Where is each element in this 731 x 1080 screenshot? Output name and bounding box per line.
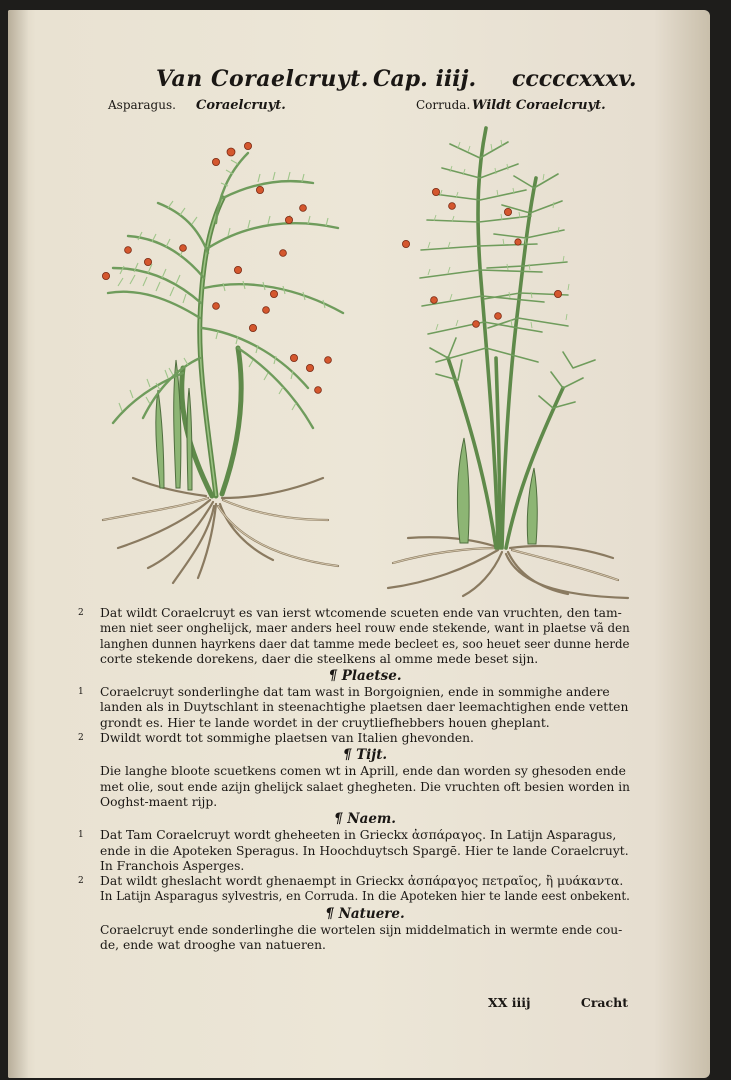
left-spears: [156, 360, 192, 490]
right-fronds: [420, 142, 595, 408]
text-line: corte stekende dorekens, daer die steelkens al omme mede beset sijn.: [100, 651, 539, 666]
text-line: grondt es. Hier te lande wordet in der cruytliefhebbers houen gheplant.: [100, 715, 550, 730]
signature-mark: XX iiij: [488, 995, 531, 1010]
section-heading-natuere: ¶ Natuere.: [325, 905, 405, 922]
section-heading-plaetse: ¶ Plaetse.: [328, 668, 402, 685]
text-line: Coraelcruyt sonderlinghe dat tam wast in Borgoignien, ende in sommighe andere: [100, 685, 610, 700]
catchword: Cracht: [580, 995, 628, 1010]
running-head-chapter: Cap. iiij.: [373, 66, 477, 92]
paragraph-plaetse-1: [78, 685, 630, 731]
caption-left-dutch: Coraelcruyt.: [196, 98, 286, 113]
text-line: ende in die Apoteken Speragus. In Hoochduytsch Spargē. Hier te lande Coraelcruyt.: [100, 843, 629, 858]
text-line: Dat wildt gheslacht wordt ghenaempt in Grieckx ἀσπάραγος πετραῖος, ἢ μυάκαντα.: [100, 874, 624, 889]
running-head-folio: cccccxxxv.: [512, 66, 637, 92]
paragraph-naem-2: [78, 874, 630, 905]
text-line: langhen dunnen hayrkens daer dat tamme mede becleet es, soo heuet seer dunne herde: [100, 636, 630, 651]
left-foliage: [108, 153, 343, 428]
paragraph-natuere: [100, 923, 630, 954]
text-line: Die langhe bloote scuetkens comen wt in Aprill, ende dan worden sy ghesoden ende: [100, 764, 626, 779]
margin-number: 2: [78, 608, 84, 618]
section-heading-tijt: ¶ Tijt.: [342, 747, 388, 764]
text-line: In Franchois Asperges.: [100, 858, 245, 873]
text-line: landen als in Duytschlant in steenachtighe plaetsen daer leemachtighen ende vetten: [100, 700, 629, 715]
margin-number: 1: [78, 687, 84, 698]
paragraph-tijt: [100, 764, 630, 810]
text-line: Coraelcruyt ende sonderlinghe die wortelen sijn middelmatich in wermte ende cou-: [100, 922, 623, 937]
caption-right-dutch: Wildt Coraelcruyt.: [472, 98, 606, 113]
section-heading-naem: ¶ Naem.: [334, 811, 396, 828]
paragraph-plaetse-2: [78, 731, 630, 746]
margin-number: 1: [78, 830, 84, 841]
left-berries: [102, 142, 331, 393]
garden-asparagus-illustration: [88, 128, 358, 588]
text-line: Dwildt wordt tot sommighe plaetsen van Italien ghevonden.: [100, 731, 474, 746]
page-gutter: [8, 10, 28, 1078]
running-head-title: Van Coraelcruyt.: [156, 66, 369, 92]
text-line: met olie, sout ende azijn ghelijck salaet ghegheten. Die vruchten oft besien worden in: [100, 779, 630, 794]
paragraph-naem-1: [78, 828, 630, 874]
book-page: [8, 10, 710, 1078]
caption-left-latin: Asparagus.: [108, 98, 176, 112]
margin-number: 2: [78, 876, 84, 887]
paragraph-wild-description: [78, 606, 630, 667]
text-line: de, ende wat drooghe van natueren.: [100, 938, 326, 953]
wild-asparagus-illustration: [368, 118, 638, 608]
margin-number: 2: [78, 733, 84, 744]
body-text: [78, 606, 630, 953]
caption-right-latin: Corruda.: [416, 98, 471, 112]
text-line: men niet seer onghelijck, maer anders heel rouw ende stekende, want in plaetse vã den: [100, 621, 630, 636]
text-line: In Latijn Asparagus sylvestris, en Corruda. In die Apoteken hier te lande eest onbekent.: [100, 889, 630, 904]
text-line: Ooghst-maent rijp.: [100, 794, 218, 809]
text-line: Dat Tam Coraelcruyt wordt gheheeten in Grieckx ἀσπάραγος. In Latijn Asparagus,: [100, 828, 617, 843]
text-line: Dat wildt Coraelcruyt es van ierst wtcomende scueten ende van vruchten, den tam-: [100, 606, 622, 620]
